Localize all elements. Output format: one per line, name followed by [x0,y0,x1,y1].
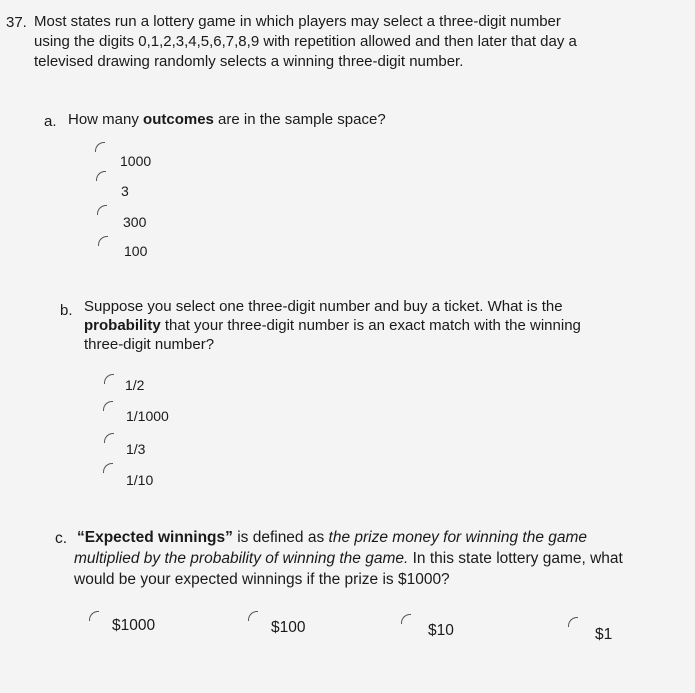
part-b-line-3: three-digit number? [84,336,215,353]
part-c-line-3: would be your expected winnings if the prize is $1000? [74,571,450,588]
part-c-line-2-post: In this state lottery game, what [408,550,623,567]
question-number: 37. [6,14,27,31]
part-b-line-2-post: that your three-digit number is an exact match with the winning [160,317,581,334]
question-stem-line-1: Most states run a lottery game in which players may select a three-digit number [34,13,561,30]
part-b-option-4: 1/10 [126,472,154,488]
question-stem-line-3: televised drawing randomly selects a winning three-digit number. [34,53,464,70]
part-c-option-3: $10 [428,622,454,639]
part-c-radio-3[interactable] [401,614,411,624]
part-a-option-4: 100 [124,243,148,259]
part-b-option-2: 1/1000 [126,408,169,424]
part-c-line-1-italic: the prize money for winning the game [328,529,588,546]
part-c-line-1 [77,529,587,547]
part-b-radio-3[interactable] [104,433,114,443]
part-c-option-1: $1000 [112,617,156,634]
part-a-option-1: 1000 [120,153,152,169]
part-a-radio-3[interactable] [97,205,107,215]
part-b-radio-1[interactable] [104,374,114,384]
part-a-letter: a. [44,113,57,130]
part-b-line-2-bold: probability [84,317,161,334]
part-b-option-3: 1/3 [126,441,146,457]
part-c-line-2 [74,550,623,568]
part-b-radio-2[interactable] [103,401,113,411]
part-c-radio-2[interactable] [248,611,258,621]
part-c-letter: c. [55,530,68,547]
part-a-option-3: 300 [123,214,147,230]
part-c-line-2-italic: multiplied by the probability of winning the game. [74,550,409,567]
part-a-q-post: are in the sample space? [213,111,386,128]
part-c-line-1-bold: “Expected winnings” [77,529,233,546]
part-c-radio-4[interactable] [568,617,578,627]
part-a-q-bold: outcomes [143,111,214,128]
part-b-letter: b. [60,302,73,319]
part-c-option-4: $1 [595,626,613,643]
part-a-q-pre: How many [68,111,144,128]
part-b-line-1: Suppose you select one three-digit number and buy a ticket. What is the [84,298,563,315]
part-c-line-1-mid: is defined as [232,529,329,546]
part-a-radio-4[interactable] [98,236,108,246]
question-stem-line-2: using the digits 0,1,2,3,4,5,6,7,8,9 with repetition allowed and then later that day a [34,33,577,50]
part-c-option-2: $100 [271,619,306,636]
part-c-radio-1[interactable] [89,611,99,621]
part-a-radio-1[interactable] [95,142,105,152]
part-a-radio-2[interactable] [96,171,106,181]
part-a-question [68,111,386,129]
part-b-line-2 [84,317,581,335]
part-a-option-2: 3 [121,183,129,199]
part-b-option-1: 1/2 [125,377,145,393]
part-b-radio-4[interactable] [103,463,113,473]
